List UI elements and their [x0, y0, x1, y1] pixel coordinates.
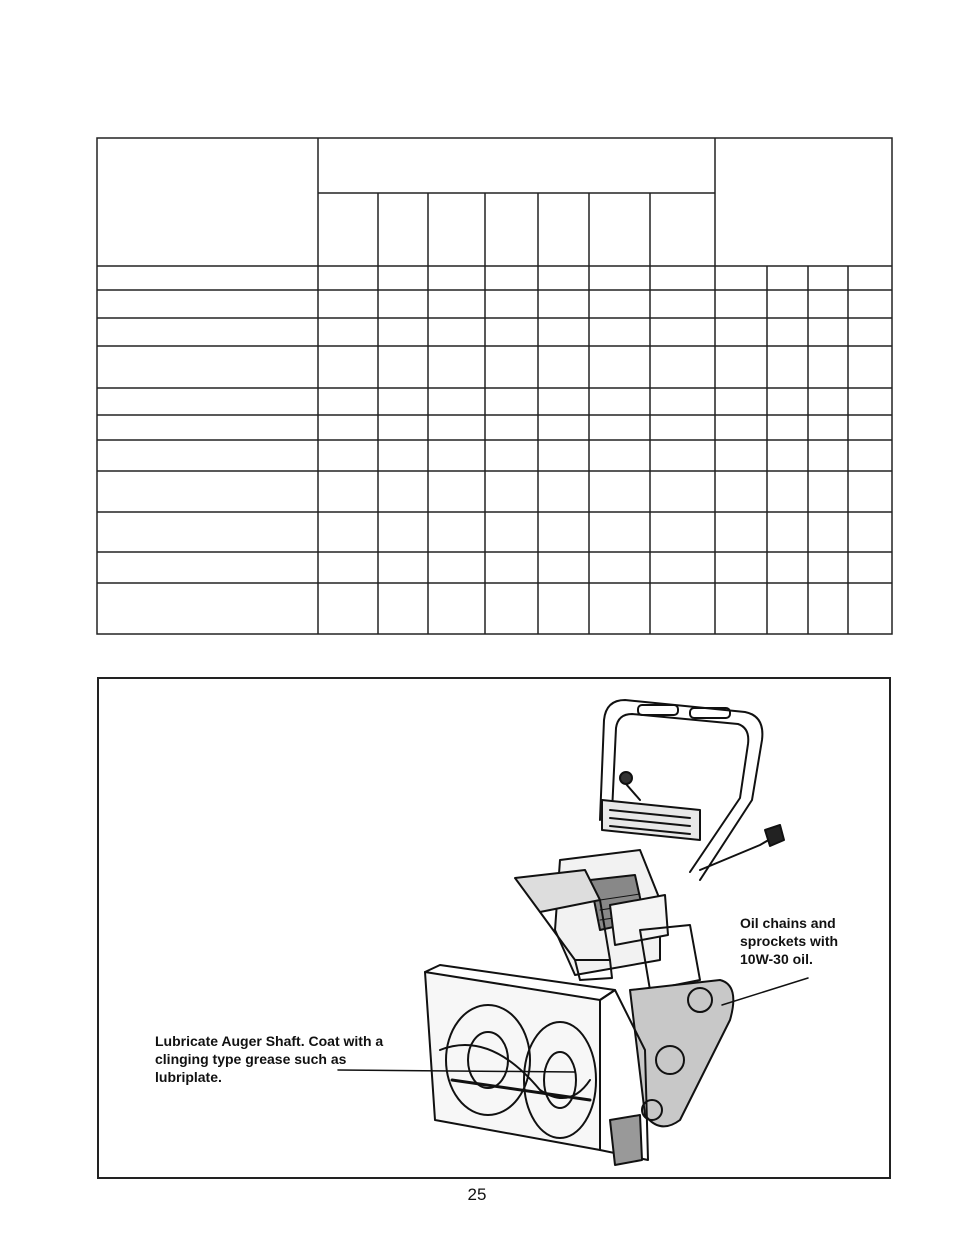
page-number: 25 — [467, 1185, 487, 1204]
callout-oil-chains: Oil chains and sprockets with 10W-30 oil. — [740, 915, 839, 967]
callout-auger-shaft: Lubricate Auger Shaft. Coat with a clinging type grease such as lubriplate. — [155, 1033, 384, 1085]
